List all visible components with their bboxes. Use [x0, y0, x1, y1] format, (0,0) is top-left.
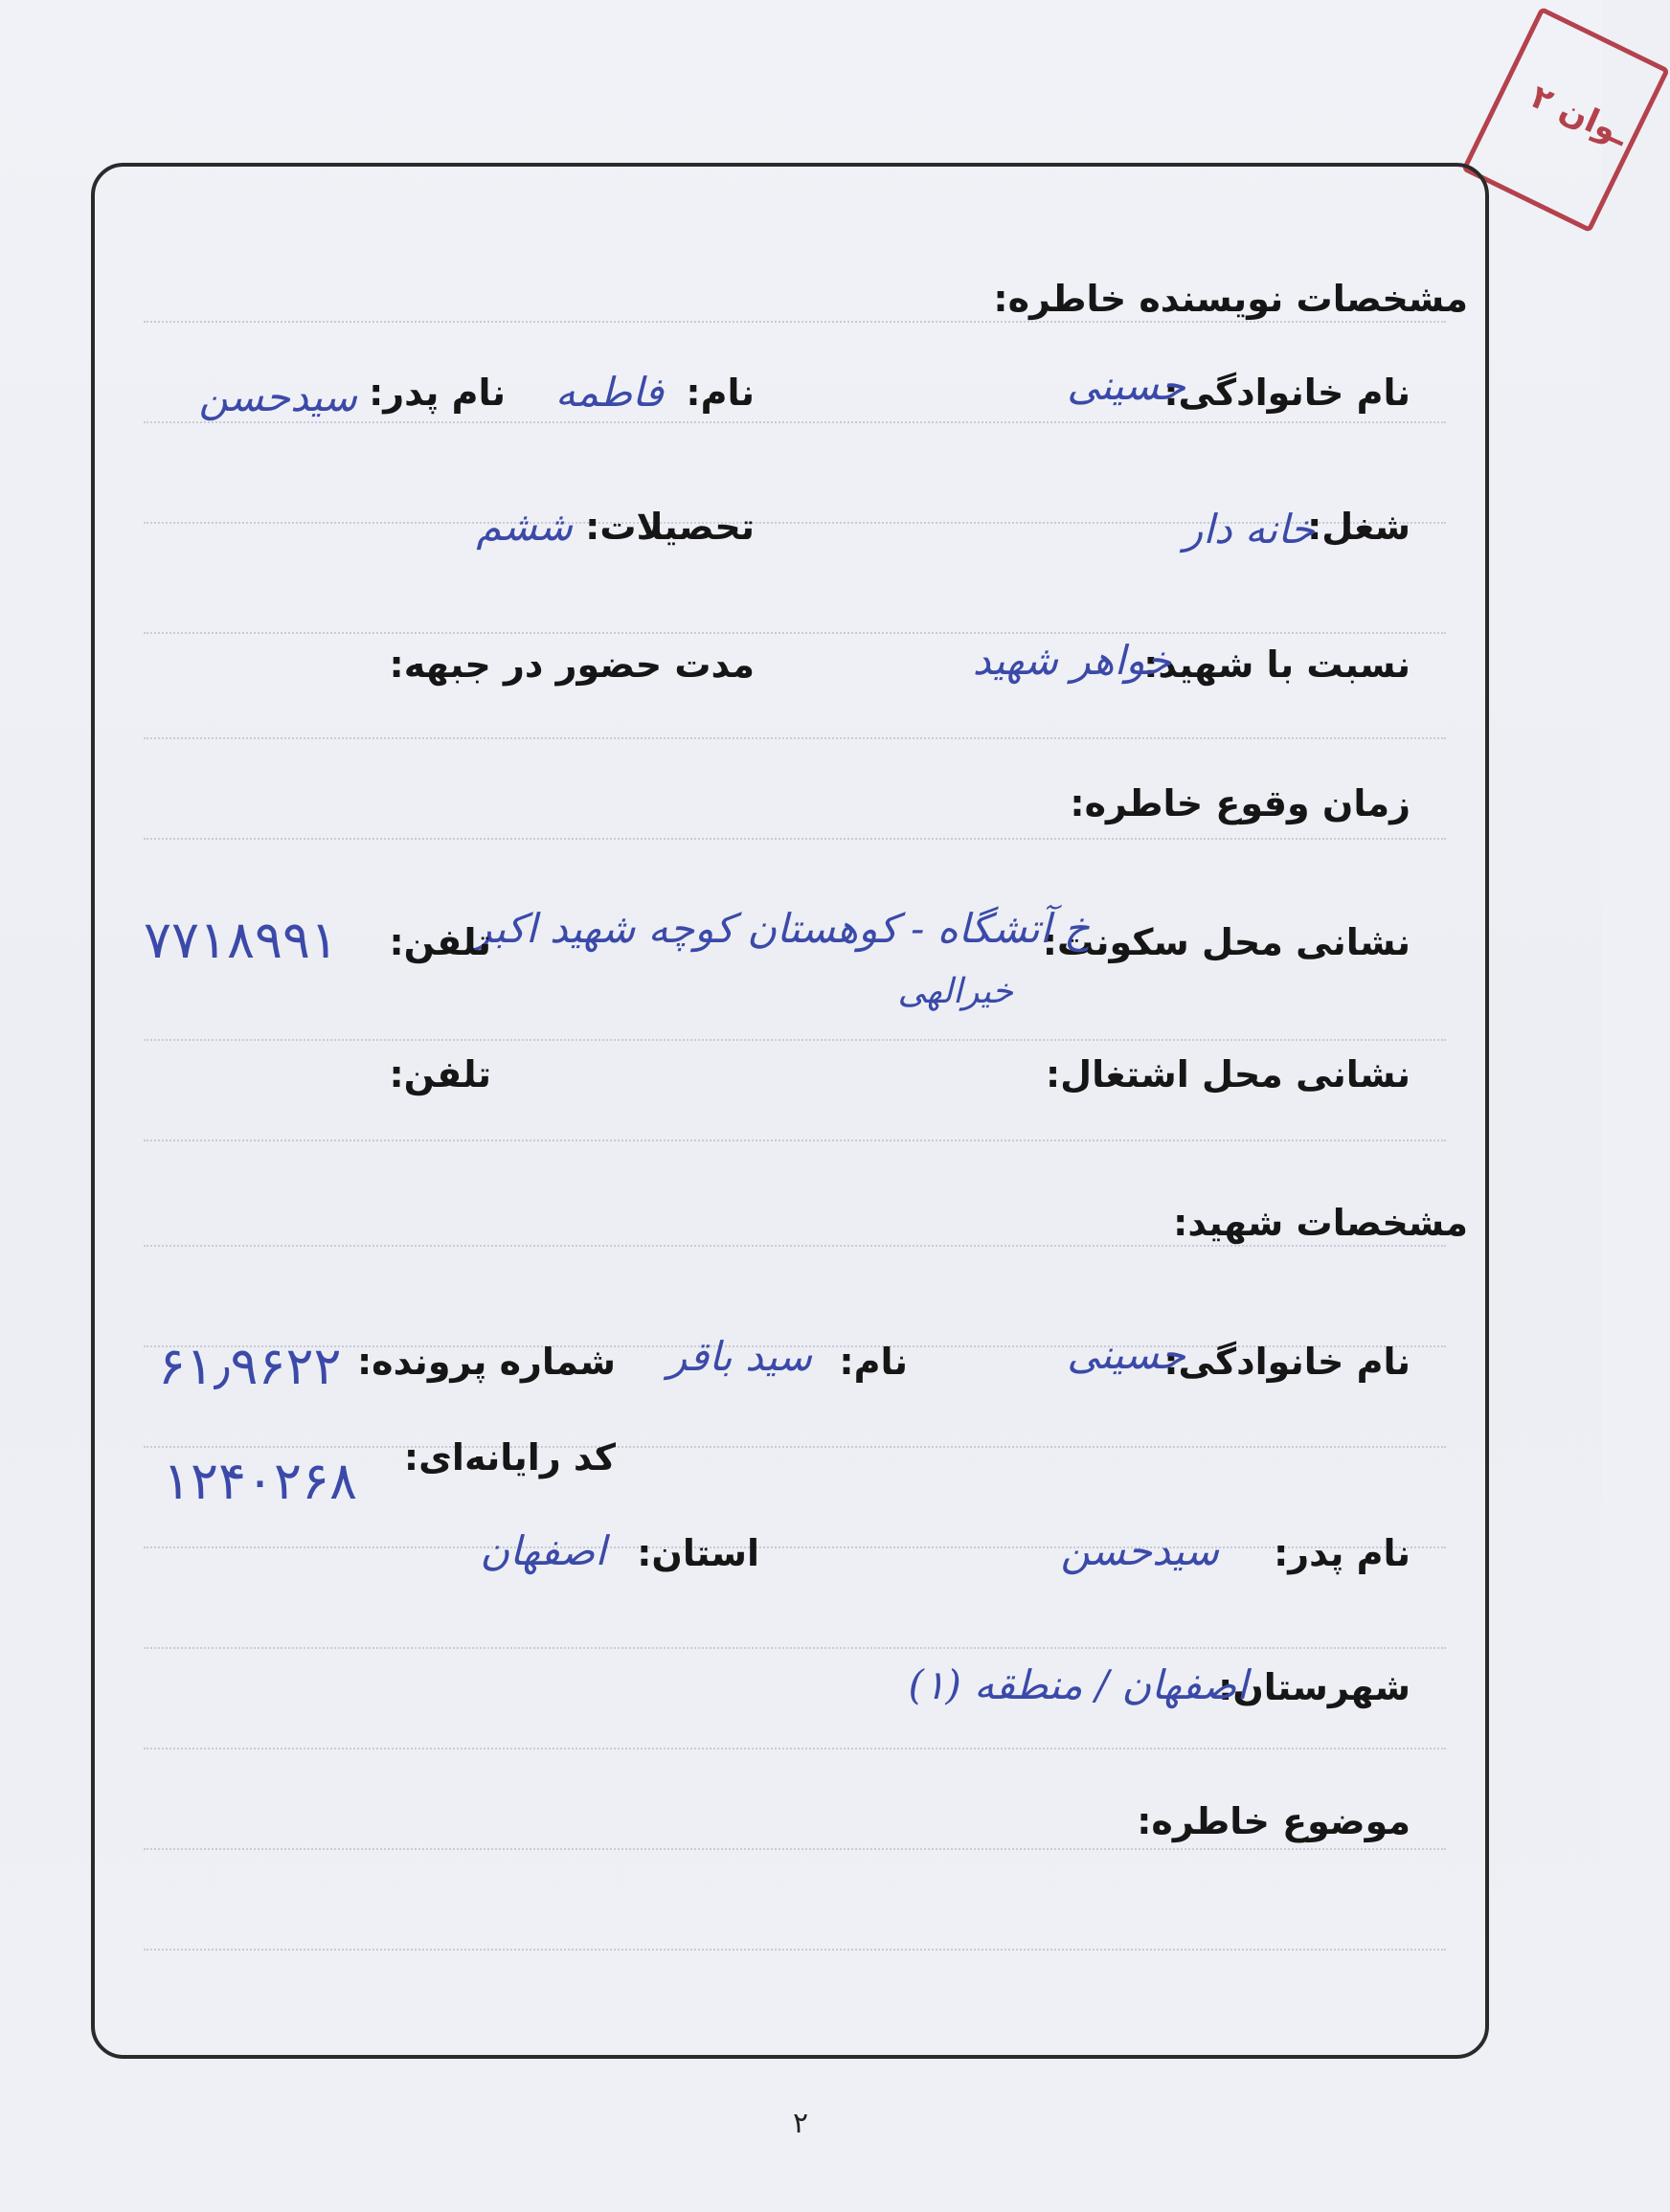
martyr-father-name-label: نام پدر:	[1274, 1532, 1410, 1574]
writer-section-heading: مشخصات نویسنده خاطره:	[993, 278, 1468, 320]
file-number-value: ۶۱٫۹۶۲۲	[158, 1336, 342, 1396]
home-phone-label: تلفن:	[389, 921, 491, 963]
memory-time-label: زمان وقوع خاطره:	[1070, 782, 1410, 824]
writer-first-name-value: فاطمه	[554, 369, 664, 416]
education-label: تحصیلات:	[585, 506, 755, 548]
work-phone-label: تلفن:	[389, 1053, 491, 1095]
writer-first-name-label: نام:	[686, 372, 755, 414]
city-value: اصفهان / منطقه (۱)	[908, 1661, 1248, 1708]
form-frame	[91, 163, 1489, 2059]
file-number-label: شماره پرونده:	[356, 1341, 616, 1383]
writer-father-name-value: سیدحسن	[198, 373, 357, 420]
martyr-family-name-label: نام خانوادگی:	[1163, 1341, 1410, 1383]
martyr-family-name-value: حسینی	[1067, 1331, 1185, 1378]
memory-subject-label: موضوع خاطره:	[1137, 1800, 1410, 1842]
page-number: ۲	[793, 2107, 809, 2140]
home-phone-value: ۷۷۱۸۹۹۱	[144, 910, 339, 970]
home-address-value-line2: خیرالهی	[897, 972, 1013, 1011]
martyr-first-name-label: نام:	[839, 1341, 908, 1383]
computer-code-value: ۱۲۴۰۲۶۸	[163, 1451, 358, 1511]
province-label: استان:	[637, 1532, 759, 1574]
city-label: شهرستان:	[1218, 1666, 1410, 1708]
martyr-section-heading: مشخصات شهید:	[1173, 1202, 1468, 1244]
province-value: اصفهان	[480, 1527, 606, 1574]
education-value: ششم	[476, 503, 573, 550]
writer-father-name-label: نام پدر:	[369, 372, 506, 414]
home-address-value: خ آتشگاه - کوهستان کوچه شهید اکبر	[472, 905, 1090, 952]
job-value: خانه دار	[1184, 506, 1315, 553]
home-address-label: نشانی محل سکونت:	[1042, 921, 1410, 963]
writer-family-name-value: حسینی	[1067, 362, 1185, 409]
work-address-label: نشانی محل اشتغال:	[1045, 1053, 1410, 1095]
front-duration-label: مدت حضور در جبهه:	[389, 643, 755, 686]
relation-value: خواهر شهید	[972, 637, 1171, 684]
martyr-first-name-value: سید باقر	[667, 1333, 812, 1380]
martyr-father-name-value: سیدحسن	[1060, 1527, 1219, 1574]
job-label: شغل:	[1307, 506, 1410, 548]
relation-label: نسبت با شهید:	[1143, 643, 1410, 686]
computer-code-label: کد رایانه‌ای:	[403, 1436, 616, 1478]
writer-family-name-label: نام خانوادگی:	[1163, 372, 1410, 414]
stamp-text: ـوان ۲	[1524, 78, 1635, 154]
